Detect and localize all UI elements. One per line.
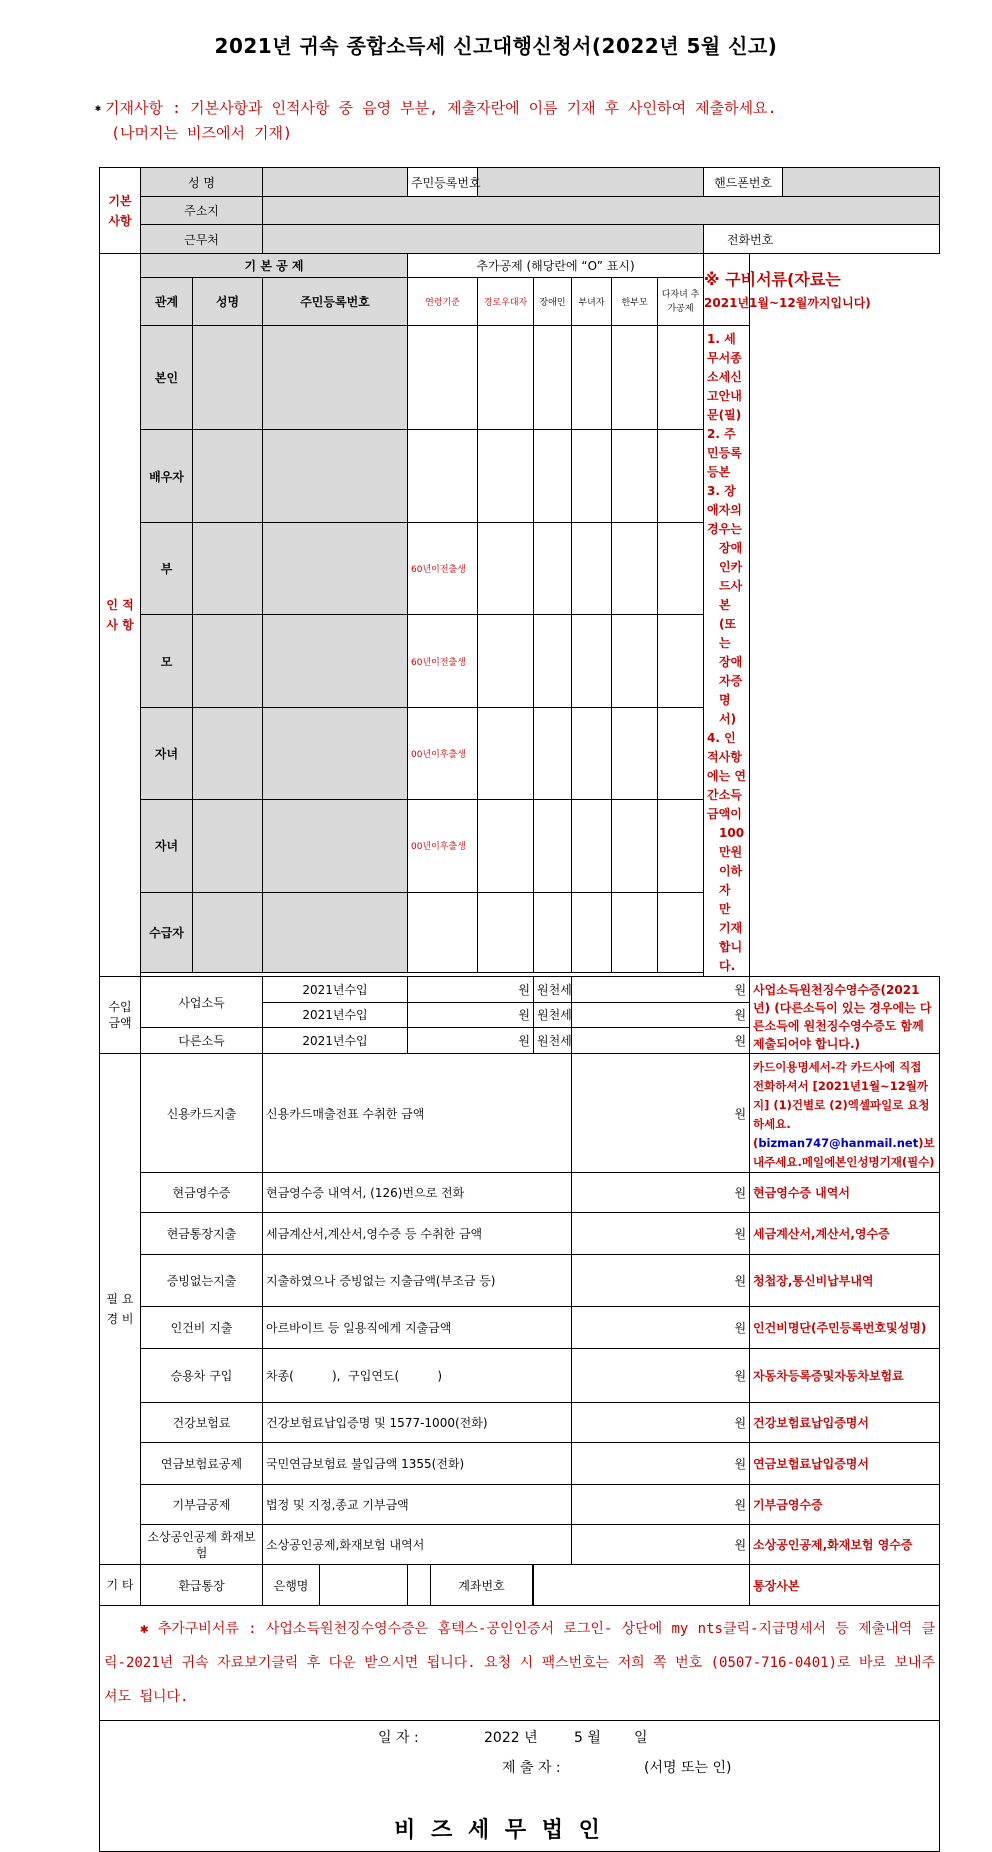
income-section-label: 수입 금액 (100, 977, 141, 1054)
row-check[interactable] (534, 707, 572, 799)
expense-desc: 건강보험료납입증명 및 1577-1000(전화) (263, 1403, 572, 1443)
row-relation: 배우자 (141, 430, 193, 522)
doc-item: (또는 장애자증명서) (719, 617, 743, 726)
col-elder: 경로우대자 (478, 278, 534, 326)
expense-item: 인건비 지출 (141, 1307, 263, 1349)
row-check[interactable] (534, 326, 572, 430)
row-relation: 부 (141, 522, 193, 614)
row-check[interactable] (658, 430, 704, 522)
note-line-2: (나머지는 비즈에서 기재) (111, 124, 293, 142)
row-check[interactable] (572, 707, 612, 799)
expense-won: 원 (572, 1403, 750, 1443)
row-check[interactable] (658, 522, 704, 614)
row-name-field[interactable] (193, 615, 263, 707)
row-check[interactable] (534, 522, 572, 614)
row-check[interactable] (612, 522, 658, 614)
instruction-note (95, 96, 777, 145)
row-relation: 자녀 (141, 800, 193, 892)
date-month: 5 월 (574, 1730, 601, 1746)
expense-doc: 세금계산서,계산서,영수증 (750, 1213, 940, 1255)
row-name-field[interactable] (193, 430, 263, 522)
rrn-label: 주민등록번호 (408, 168, 478, 197)
extra-deduction-header: 추가공제 (해당란에 “O” 표시) (408, 254, 704, 278)
expense-item: 신용카드지출 (141, 1054, 263, 1173)
row-age (408, 430, 478, 522)
required-docs-list (704, 326, 750, 977)
doc-item: 2. 주민등록등본 (707, 427, 742, 479)
row-check[interactable] (534, 800, 572, 892)
expense-won: 원 (572, 1054, 750, 1173)
expense-won: 원 (572, 1525, 750, 1565)
expense-item: 소상공인공제 화재보험 (141, 1525, 263, 1565)
sign-label[interactable]: (서명 또는 인) (644, 1760, 732, 1776)
row-age (408, 326, 478, 430)
row-check[interactable] (534, 892, 572, 972)
withheld-won: 원 (572, 1028, 750, 1054)
doc-item: 1. 세무서종소세신고안내문(필) (707, 332, 742, 422)
expense-item: 현금통장지출 (141, 1213, 263, 1255)
row-rrn-field[interactable] (263, 892, 408, 972)
expense-item: 건강보험료 (141, 1403, 263, 1443)
expense-doc: 연금보험료납입증명서 (750, 1443, 940, 1485)
expense-doc: 인건비명단(주민등록번호및성명) (750, 1307, 940, 1349)
expense-item: 증빙없는지출 (141, 1255, 263, 1307)
expense-won: 원 (572, 1307, 750, 1349)
expense-won: 원 (572, 1173, 750, 1213)
card-doc-text: 카드이용명세서-각 카드사에 직접 전화하셔서 [2021년1월~12월까지] (1)건별로 (2)엑셀파일로 요청하세요.( (753, 1060, 930, 1150)
expense-doc: 소상공인공제,화재보험 영수증 (750, 1525, 940, 1565)
row-check[interactable] (478, 707, 534, 799)
required-docs-sub: 2021년1월~12월까지입니다) (704, 295, 871, 310)
application-form (99, 167, 940, 1852)
withheld-label: 원천세 (534, 1002, 572, 1028)
row-check[interactable] (612, 615, 658, 707)
row-rrn-field[interactable] (263, 707, 408, 799)
col-name: 성명 (193, 278, 263, 326)
row-rrn-field[interactable] (263, 800, 408, 892)
address-label: 주소지 (141, 197, 263, 225)
withheld-label: 원천세 (534, 977, 572, 1003)
row-check[interactable] (612, 707, 658, 799)
doc-item: 4. 인적사항에는 연간소득금액이 (707, 731, 747, 821)
col-relation: 관계 (141, 278, 193, 326)
expense-desc: 차종( ), 구입연도( ) (263, 1349, 572, 1403)
basic-deduction-header: 기 본 공 제 (141, 254, 408, 278)
row-check[interactable] (478, 892, 534, 972)
account-field[interactable] (534, 1565, 750, 1606)
doc-item: 100만원이하자 만 기재합니다. (719, 826, 745, 973)
additional-docs-note (100, 1606, 940, 1721)
withheld-won: 원 (572, 1002, 750, 1028)
expense-section-label: 필 요 경 비 (100, 1054, 141, 1565)
expense-desc: 세금계산서,계산서,영수증 등 수취한 금액 (263, 1213, 572, 1255)
row-name-field[interactable] (193, 800, 263, 892)
expense-desc: 법정 및 지정,종교 기부금액 (263, 1485, 572, 1525)
tel-label: 전화번호 (726, 232, 774, 247)
expense-desc: 국민연금보험료 불입금액 1355(전화) (263, 1443, 572, 1485)
row-name-field[interactable] (193, 522, 263, 614)
row-name-field[interactable] (193, 707, 263, 799)
income-year: 2021년수입 (263, 977, 408, 1003)
col-disabled: 장애인 (534, 278, 572, 326)
date-day: 일 (634, 1730, 648, 1746)
expense-won: 원 (572, 1485, 750, 1525)
required-docs-title: ※ 구비서류(자료는 (704, 269, 841, 289)
phone-field[interactable] (783, 168, 939, 196)
date-label: 일 자 : (378, 1730, 419, 1746)
name-label: 성 명 (141, 168, 263, 197)
col-age: 연령기준 (408, 278, 478, 326)
row-check[interactable] (612, 326, 658, 430)
row-check[interactable] (658, 326, 704, 430)
expense-item: 기부금공제 (141, 1485, 263, 1525)
expense-desc: 지출하였으나 증빙없는 지출금액(부조금 등) (263, 1255, 572, 1307)
work-field[interactable] (263, 225, 704, 254)
expense-won: 원 (572, 1255, 750, 1307)
income-year: 2021년수입 (263, 1002, 408, 1028)
row-rrn-field[interactable] (263, 615, 408, 707)
income-won: 원 (408, 977, 534, 1003)
income-won: 원 (408, 1002, 534, 1028)
income-doc: 사업소득원천징수영수증(2021년) (다른소득이 있는 경우에는 다른소득에 원천징수영수증도 함께 제출되어야 합니다.) (750, 977, 940, 1054)
asterisk-icon: ✱ (95, 103, 102, 114)
income-year: 2021년수입 (263, 1028, 408, 1054)
doc-item: 장애인카드사본 (719, 541, 743, 612)
phone-label: 핸드폰번호 (704, 168, 783, 196)
expense-desc: 소상공인공제,화재보험 내역서 (263, 1525, 572, 1565)
signature-area (100, 1721, 939, 1851)
col-rrn: 주민등록번호 (263, 278, 408, 326)
row-name-field[interactable] (193, 326, 263, 430)
row-check[interactable] (658, 800, 704, 892)
row-check[interactable] (478, 430, 534, 522)
business-income-label: 사업소득 (141, 977, 263, 1028)
row-check[interactable] (478, 800, 534, 892)
expense-doc: 현금영수증 내역서 (750, 1173, 940, 1213)
expense-desc: 아르바이트 등 일용직에게 지출금액 (263, 1307, 572, 1349)
row-relation: 수급자 (141, 892, 193, 972)
row-check[interactable] (534, 615, 572, 707)
row-check[interactable] (572, 326, 612, 430)
other-income-label: 다른소득 (141, 1028, 263, 1054)
row-age: 00년이후출생 (408, 707, 478, 799)
etc-section-label: 기 타 (100, 1565, 141, 1606)
address-field[interactable] (263, 197, 940, 225)
expense-item: 연금보험료공제 (141, 1443, 263, 1485)
row-age: 00년이후출생 (408, 800, 478, 892)
row-check[interactable] (572, 522, 612, 614)
row-relation: 모 (141, 615, 193, 707)
asterisk-icon: ✱ (140, 1621, 158, 1637)
date-year: 2022 년 (484, 1730, 538, 1746)
expense-doc: 청첩장,통신비납부내역 (750, 1255, 940, 1307)
expense-doc: 기부금영수증 (750, 1485, 940, 1525)
withheld-won: 원 (572, 977, 750, 1003)
expense-doc: 건강보험료납입증명서 (750, 1403, 940, 1443)
row-rrn-field[interactable] (263, 430, 408, 522)
row-check[interactable] (478, 615, 534, 707)
row-age: 60년이전출생 (408, 522, 478, 614)
row-check[interactable] (658, 892, 704, 972)
col-single-parent: 한부모 (612, 278, 658, 326)
expense-item: 현금영수증 (141, 1173, 263, 1213)
email-link[interactable]: bizman747@hanmail.net (758, 1136, 919, 1150)
personal-section-label: 인 적 사 항 (100, 254, 141, 977)
row-check[interactable] (612, 800, 658, 892)
expense-won: 원 (572, 1443, 750, 1485)
row-age (408, 892, 478, 972)
row-check[interactable] (478, 326, 534, 430)
note-line-1: 기재사항 : 기본사항과 인적사항 중 음영 부분, 제출자란에 이름 기재 후 사인하여 제출하세요. (105, 99, 777, 117)
row-age: 60년이전출생 (408, 615, 478, 707)
bank-field[interactable] (320, 1565, 407, 1605)
row-check[interactable] (658, 615, 704, 707)
company-name: 비 즈 세 무 법 인 (394, 1818, 604, 1843)
row-rrn-field[interactable] (263, 326, 408, 430)
col-multi-child: 다자녀 추가공제 (658, 278, 704, 326)
expense-won: 원 (572, 1213, 750, 1255)
account-label: 계좌번호 (431, 1565, 533, 1605)
row-check[interactable] (612, 892, 658, 972)
doc-item: 3. 장애자의 경우는 (707, 484, 742, 536)
row-check[interactable] (658, 707, 704, 799)
submitter-label: 제 출 자 : (502, 1760, 561, 1776)
card-doc (750, 1054, 940, 1173)
work-label: 근무처 (141, 225, 263, 254)
expense-desc: 신용카드매출전표 수취한 금액 (263, 1054, 572, 1173)
row-name-field[interactable] (193, 892, 263, 972)
row-check[interactable] (534, 430, 572, 522)
expense-won: 원 (572, 1349, 750, 1403)
income-won: 원 (408, 1028, 534, 1054)
refund-label: 환급통장 (141, 1565, 263, 1606)
etc-doc: 통장사본 (750, 1565, 940, 1606)
expense-doc: 자동차등록증및자동차보험료 (750, 1349, 940, 1403)
row-check[interactable] (572, 800, 612, 892)
expense-desc: 현금영수증 내역서, (126)번으로 전화 (263, 1173, 572, 1213)
row-relation: 본인 (141, 326, 193, 430)
row-check[interactable] (612, 430, 658, 522)
card-doc-text-2: )보내주세요.메일에본인성명기재(필수) (753, 1136, 935, 1169)
basic-section-label: 기본 사항 (100, 168, 141, 254)
withheld-label: 원천세 (534, 1028, 572, 1054)
col-woman: 부녀자 (572, 278, 612, 326)
bank-label: 은행명 (263, 1565, 320, 1605)
rrn-field[interactable] (478, 168, 704, 197)
row-check[interactable] (572, 615, 612, 707)
row-check[interactable] (572, 892, 612, 972)
additional-docs-text: 추가구비서류 : 사업소득원천징수영수증은 홈텍스-공인인증서 로그인- 상단에 my nts클릭-지급명세서 등 제출내역 클릭-2021년 귀속 자료보기클릭 후 다운 받으시면 됩니다. 요청 시 팩스번호는 저희 쪽 번호 (0507-716-0401)로 바로 보내주셔도 됩니다. (104, 1621, 936, 1705)
row-relation: 자녀 (141, 707, 193, 799)
row-check[interactable] (572, 430, 612, 522)
page-title: 2021년 귀속 종합소득세 신고대행신청서(2022년 5월 신고) (214, 34, 778, 58)
row-check[interactable] (478, 522, 534, 614)
expense-item: 승용차 구입 (141, 1349, 263, 1403)
name-field[interactable] (263, 168, 408, 197)
row-rrn-field[interactable] (263, 522, 408, 614)
